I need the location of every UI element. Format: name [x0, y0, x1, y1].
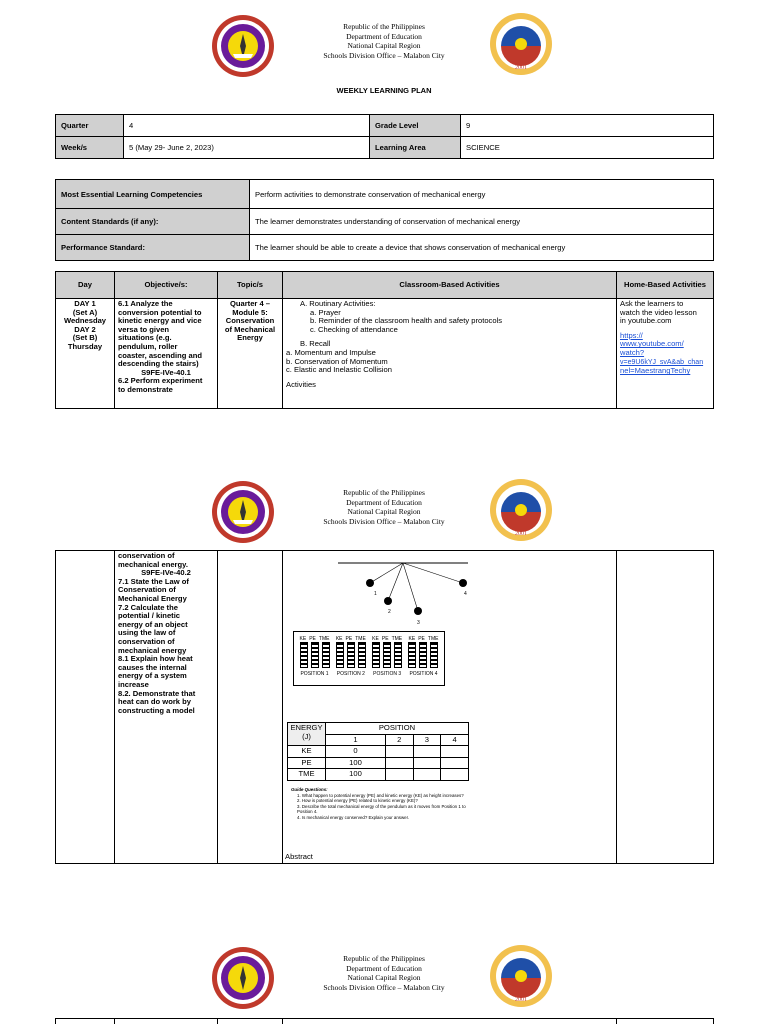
pendulum-bob [366, 579, 374, 587]
agency-header-text [284, 22, 484, 60]
position-bar-group [407, 636, 440, 677]
objectives-cell [115, 299, 218, 409]
position-caption: POSITION 4 [409, 671, 438, 677]
pendulum-bob [384, 597, 392, 605]
bar-header: TME [427, 636, 439, 642]
bar-header: KE [299, 636, 307, 642]
day-line: (Set B) [72, 333, 98, 343]
header-line: Department of Education [346, 963, 422, 973]
link-line[interactable]: watch? [620, 347, 645, 357]
table-top-edge [55, 1018, 714, 1024]
recall-item: b. Conservation of Momentum [286, 356, 388, 366]
grade-level-label: Grade Level [370, 115, 461, 137]
header-line: National Capital Region [347, 41, 421, 50]
learning-area-value: SCIENCE [461, 137, 714, 159]
bar-header: TME [318, 636, 330, 642]
home-activities-header: Home-Based Activities [617, 272, 714, 299]
bar-header: PE [345, 636, 353, 642]
quarter-label: Quarter [56, 115, 124, 137]
energy-value: 100 [326, 757, 386, 769]
header-line: Schools Division Office – Malabon City [323, 516, 445, 526]
energy-value: 100 [326, 769, 386, 781]
objective-line: constructing a model [118, 705, 195, 715]
topic-cell [218, 299, 283, 409]
topic-line: Conservation [225, 316, 275, 326]
topic-line: of Mechanical [224, 324, 276, 334]
content-standards-value: The learner demonstrates understanding of conservation of mechanical energy [250, 209, 714, 235]
day-line: DAY 2 [74, 324, 96, 334]
objective-line: potential / kinetic [118, 611, 181, 621]
day-cell [56, 551, 115, 864]
header-line: Republic of the Philippines [343, 954, 425, 963]
classroom-activities-cell [283, 551, 617, 864]
table-row [288, 757, 469, 769]
bar-header: PE [418, 636, 425, 642]
position-col: 4 [441, 734, 469, 746]
day-line: Thursday [67, 341, 103, 351]
position-bar-group [298, 636, 331, 677]
objective-line: 7.1 State the Law of [118, 576, 189, 586]
position-header: POSITION [326, 723, 469, 735]
guide-question: 3. Describe the total mechanical energy of the pendulum as it moves from Position 1 to Position 4. [297, 803, 466, 815]
link-line[interactable]: https:// [620, 330, 643, 340]
objective-line: pendulum, roller [118, 341, 178, 351]
seal-year: 2001 [515, 65, 527, 71]
home-text: watch the video lesson [620, 307, 697, 317]
learning-plan-table [55, 271, 714, 409]
link-line[interactable]: v=e9U6kYJ_svA&ab_chan [620, 358, 704, 366]
school-seal-logo [211, 946, 275, 1010]
objective-line: conservation of [118, 636, 175, 646]
bar-header: TME [355, 636, 366, 642]
objective-line: 8.1 Explain how heat [118, 654, 193, 664]
grade-level-value: 9 [461, 115, 714, 137]
agency-header-text [284, 488, 484, 526]
objective-line: 7.2 Calculate the [118, 602, 178, 612]
energy-row-label: KE [288, 746, 326, 758]
objective-line: 8.2. Demonstrate that [118, 688, 196, 698]
pendulum-bob [459, 579, 467, 587]
routine-item: a. Prayer [310, 307, 341, 317]
objective-line: causes the internal [118, 662, 187, 672]
home-activities-cell [617, 299, 714, 409]
recall-item: c. Elastic and Inelastic Collision [286, 365, 392, 375]
position-label: 3 [417, 620, 420, 626]
position-label: 4 [464, 591, 467, 597]
seal-year: 2001 [515, 531, 527, 537]
header-line: Department of Education [346, 497, 422, 507]
objective-line: versa to given [118, 324, 170, 334]
objective-line: increase [118, 679, 149, 689]
objective-line: conversion potential to [118, 307, 202, 317]
objective-line: coaster, ascending and [118, 350, 202, 360]
bar-header: KE [335, 636, 343, 642]
topics-header: Topic/s [218, 272, 283, 299]
objective-line: conservation of [118, 551, 175, 560]
guide-question: 4. Is mechanical energy conserved? Explain your answer. [297, 814, 410, 820]
header-line: Republic of the Philippines [343, 488, 425, 497]
guide-question: 2. How is potential energy (PE) related to kinetic energy (KE)? [297, 798, 418, 804]
home-text: in youtube.com [620, 316, 672, 326]
division-seal-logo [489, 478, 553, 542]
position-col: 1 [326, 734, 386, 746]
header-line: Schools Division Office – Malabon City [323, 50, 445, 60]
abstract-label: Abstract [285, 852, 313, 862]
page-header [0, 10, 768, 90]
position-col: 3 [413, 734, 441, 746]
bar-header: KE [372, 636, 379, 642]
page-header [0, 942, 768, 1022]
position-bar-group [371, 636, 404, 677]
seal-year: 2001 [515, 997, 527, 1003]
topic-cell [218, 551, 283, 864]
recall-heading: B. Recall [300, 339, 331, 349]
objective-line: mechanical energy [118, 645, 187, 655]
page-1 [0, 0, 768, 430]
day-line: (Set A) [72, 307, 98, 317]
objective-line: 6.2 Perform experiment [118, 376, 203, 386]
performance-standard-value: The learner should be able to create a device that shows conservation of mechanical energy [250, 235, 714, 261]
bar-header: PE [381, 636, 389, 642]
position-caption: POSITION 2 [336, 671, 365, 677]
objective-line: kinetic energy and vice [118, 316, 202, 326]
performance-standard-label: Performance Standard: [56, 235, 250, 261]
position-caption: POSITION 3 [373, 671, 402, 677]
home-text: Ask the learners to [620, 299, 684, 308]
day-line: Wednesday [63, 316, 107, 326]
objective-line: Conservation of [118, 585, 176, 595]
header-line: Republic of the Philippines [343, 22, 425, 31]
energy-header: ENERGY (J) [288, 723, 326, 746]
learning-plan-table-continued [55, 550, 714, 864]
routine-item: b. Reminder of the classroom health and safety protocols [310, 316, 503, 326]
link-line[interactable]: nel=MaestrangTechy [620, 366, 691, 376]
youtube-link[interactable] [620, 332, 710, 376]
content-standards-label: Content Standards (if any): [56, 209, 250, 235]
recall-item: a. Momentum and Impulse [286, 347, 376, 357]
day-header: Day [56, 272, 115, 299]
melc-label: Most Essential Learning Competencies [56, 180, 250, 209]
school-seal-logo [211, 480, 275, 544]
position-caption: POSITION 1 [300, 671, 329, 677]
objective-line: using the law of [118, 628, 176, 638]
position-col: 2 [385, 734, 413, 746]
table-row [288, 746, 469, 758]
header-line: Department of Education [346, 31, 422, 41]
topic-line: Module 5: [232, 307, 268, 317]
objective-line: descending the stairs) [118, 359, 199, 369]
energy-row-label: PE [288, 757, 326, 769]
pendulum-diagram [328, 561, 478, 631]
objective-line: mechanical energy. [118, 559, 188, 569]
energy-bar-panel [293, 631, 445, 686]
page-3 [0, 942, 768, 1024]
page-header [0, 476, 768, 556]
info-table [55, 114, 714, 159]
link-line[interactable]: www.youtube.com/ [620, 339, 684, 349]
guide-question: 1. What happen to potential energy (PE) and kinetic energy (KE) as height increases? [297, 792, 464, 798]
energy-table [287, 722, 469, 781]
header-line: National Capital Region [347, 507, 421, 516]
day-line: DAY 1 [74, 299, 96, 308]
topic-line: Energy [237, 333, 263, 343]
day-cell [56, 299, 115, 409]
objective-line: situations (e.g. [118, 333, 172, 343]
objective-line: Mechanical Energy [118, 593, 187, 603]
objective-line: energy of a system [118, 671, 187, 681]
melc-value: Perform activities to demonstrate conservation of mechanical energy [250, 180, 714, 209]
objectives-cell [115, 551, 218, 864]
document-title: WEEKLY LEARNING PLAN [336, 86, 432, 95]
classroom-activities-cell [283, 299, 617, 409]
bar-header: KE [408, 636, 416, 642]
objective-line: heat can do work by [118, 697, 192, 707]
competency-code: S9FE-IVe-40.2 [141, 568, 191, 578]
objective-line: energy of an object [118, 619, 188, 629]
quarter-value: 4 [124, 115, 370, 137]
header-line: National Capital Region [347, 973, 421, 982]
position-label: 2 [388, 609, 391, 615]
week-label: Week/s [56, 137, 124, 159]
week-value: 5 (May 29- June 2, 2023) [124, 137, 370, 159]
energy-value: 0 [326, 746, 386, 758]
division-seal-logo [489, 12, 553, 76]
bar-header: PE [309, 636, 316, 642]
activities-heading: Activities [286, 379, 316, 389]
agency-header-text [284, 954, 484, 992]
division-seal-logo [489, 944, 553, 1008]
topic-line: Quarter 4 – [229, 299, 271, 308]
competency-code: S9FE-IVe-40.1 [141, 367, 191, 377]
position-bar-group [334, 636, 367, 677]
page-2 [0, 476, 768, 876]
position-label: 1 [374, 591, 377, 597]
home-activities-cell [617, 551, 714, 864]
standards-table [55, 179, 714, 261]
guide-questions [291, 787, 481, 821]
table-row [288, 769, 469, 781]
routine-item: c. Checking of attendance [310, 324, 398, 334]
guide-title: Guide Questions: [291, 787, 328, 792]
classroom-activities-header: Classroom-Based Activities [283, 272, 617, 299]
bar-header: TME [391, 636, 403, 642]
objective-line: to demonstrate [118, 384, 173, 394]
energy-row-label: TME [288, 769, 326, 781]
objectives-header: Objective/s: [115, 272, 218, 299]
routinary-heading: A. Routinary Activities: [300, 299, 376, 308]
pendulum-bob [414, 607, 422, 615]
learning-area-label: Learning Area [370, 137, 461, 159]
header-line: Schools Division Office – Malabon City [323, 982, 445, 992]
objective-line: 6.1 Analyze the [118, 299, 173, 308]
school-seal-logo [211, 14, 275, 78]
